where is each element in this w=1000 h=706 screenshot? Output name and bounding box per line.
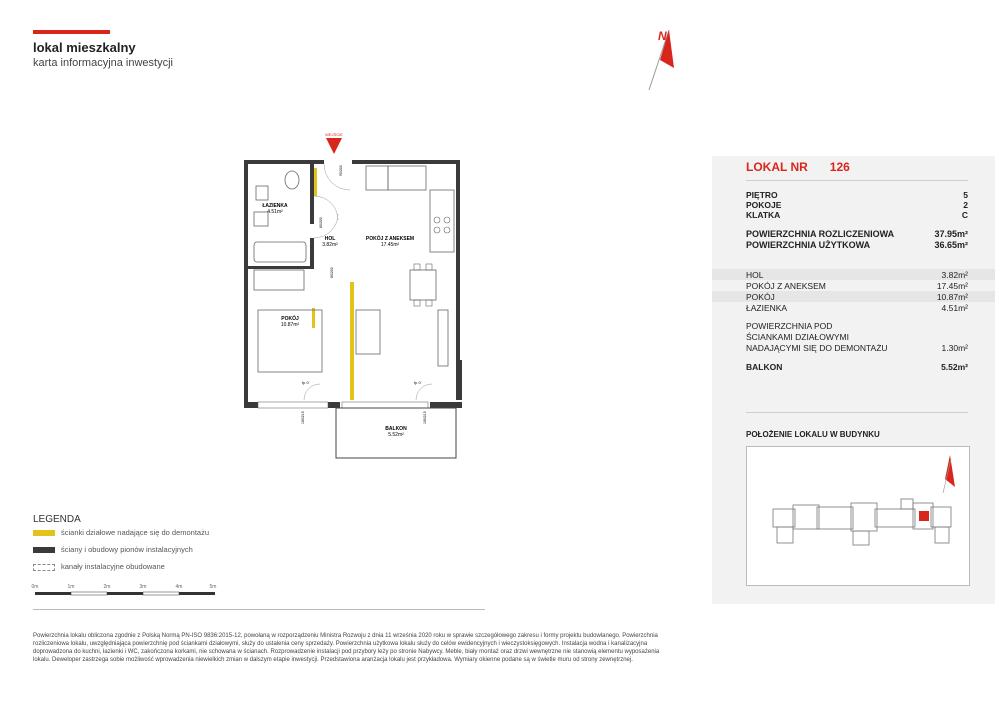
legend-swatch <box>33 530 55 536</box>
legend-swatch <box>33 564 55 571</box>
scale-label: 0m <box>31 584 39 590</box>
scale-label: 5m <box>209 584 217 590</box>
floor-label: PIĘTRO <box>746 190 778 200</box>
settlement-area-label: POWIERZCHNIA ROZLICZENIOWA <box>746 229 895 239</box>
footer-disclaimer: Powierzchnia lokalu obliczona zgodnie z Polską Normą PN-ISO 9836:2015-12, powołaną w rozporządzeniu Ministra Rozwoju z dnia 11 września 2020 roku w sprawie szczegółowego zakresu i formy projektu budowlanego. Powierzchnia rozliczeniowa lokalu, uwzględniająca powierzchnię pod ściankami działowymi, służy do ustalenia ceny sprzedaży. Powierzchnia użytkowa lokalu służy do celów ewidencyjnych i wieczystoksięgowych. Instalacja wodna i kanalizacyjna doprowadzona do kuchni, łazienki i WC, zakończona korkami, nie schowana w ścianach. Rozprowadzenie instalacji pod przybory leży po stronie Nabywcy. Meble, biały montaż oraz drzwi wewnętrzne nie stanowią elementu wyposażenia lokalu. Deweloper zastrzega sobie możliwość wprowadzenia niewielkich zmian w dalszym etapie inwestycji. Przedstawiona aranżacja lokalu jest przykładowa. Wymiary okienne podane są w świetle muru od strony zewnętrznej. <box>33 633 660 663</box>
north-label: N <box>658 29 667 43</box>
room-name-pokoj-z-aneksem: POKÓJ Z ANEKSEM <box>365 236 415 242</box>
legend-text: ściany i obudowy pionów instalacyjnych <box>61 545 193 554</box>
room-area-pokoj: 10.87m² <box>280 322 300 328</box>
entrance-label: WEJŚCIE <box>325 132 343 137</box>
entrance-marker-icon <box>326 138 342 154</box>
apartment-number-value: 126 <box>829 160 850 174</box>
staircase-row <box>746 210 968 220</box>
page-title: lokal mieszkalny <box>33 40 136 55</box>
room-area-balkon: 5.52m² <box>388 432 404 438</box>
door-label: fp 0 <box>302 380 309 385</box>
balcony-row <box>746 362 968 372</box>
demolition-line-1 <box>746 321 968 331</box>
rooms-count-value: 2 <box>963 200 968 210</box>
usable-area-value: 36.65m² <box>934 240 968 250</box>
floor-value: 5 <box>963 190 968 200</box>
apartment-number-row <box>746 160 850 174</box>
room-label: POKÓJ Z ANEKSEM <box>746 281 826 291</box>
apartment-location-marker <box>919 511 929 521</box>
rooms-count-label: POKOJE <box>746 200 782 210</box>
floor-row <box>746 190 968 200</box>
door-label: fp 0 <box>414 380 421 385</box>
room-area-pokoj-z-aneksem: 17.45m² <box>380 242 400 248</box>
staircase-value: C <box>961 210 968 220</box>
room-value: 3.82m² <box>941 270 968 280</box>
room-label: HOL <box>746 270 764 280</box>
usable-area-label: POWIERZCHNIA UŻYTKOWA <box>746 240 871 250</box>
page-subtitle: karta informacyjna inwestycji <box>33 57 173 69</box>
balcony-value: 5.52m² <box>941 362 968 372</box>
room-name-balkon: BALKON <box>385 426 407 432</box>
room-row-lazienka <box>746 303 968 313</box>
floor-plan <box>238 128 468 463</box>
legend-item-partition <box>33 528 209 537</box>
room-area-lazienka: 4.51m² <box>267 209 283 215</box>
demolition-text: ŚCIANKAMI DZIAŁOWYMI <box>746 332 849 342</box>
scale-label: 4m <box>175 584 183 590</box>
door-label: 90/200 <box>339 165 343 176</box>
room-value: 10.87m² <box>936 292 968 302</box>
usable-area-row <box>746 240 968 250</box>
room-label: ŁAZIENKA <box>746 303 788 313</box>
building-location-map <box>746 446 970 586</box>
room-row-hol <box>746 270 968 280</box>
legend-title: LEGENDA <box>33 514 81 525</box>
north-arrow-icon <box>645 22 677 94</box>
rooms-count-row <box>746 200 968 210</box>
apartment-info-panel <box>712 156 995 604</box>
divider <box>746 180 968 181</box>
location-heading: POŁOŻENIE LOKALU W BUDYNKU <box>746 430 880 439</box>
legend-item-ducts <box>33 562 165 571</box>
door-label: 80/200 <box>330 267 334 278</box>
room-row-pokoj <box>746 292 968 302</box>
room-value: 17.45m² <box>936 281 968 291</box>
demolition-row <box>746 343 968 353</box>
room-value: 4.51m² <box>941 303 968 313</box>
scale-bar <box>33 580 218 600</box>
legend-text: kanały instalacyjne obudowane <box>61 562 165 571</box>
settlement-area-row <box>746 229 968 239</box>
legend-item-walls <box>33 545 193 554</box>
scale-label: 3m <box>139 584 147 590</box>
staircase-label: KLATKA <box>746 210 781 220</box>
room-name-hol: HOL <box>324 236 336 242</box>
settlement-area-value: 37.95m² <box>934 229 968 239</box>
demolition-text: NADAJĄCYMI SIĘ DO DEMONTAŻU <box>746 343 888 353</box>
map-north-icon <box>945 455 955 487</box>
room-label: POKÓJ <box>746 292 775 302</box>
room-name-lazienka: ŁAZIENKA <box>262 203 288 209</box>
divider <box>746 412 968 413</box>
demolition-text: POWIERZCHNIA POD <box>746 321 833 331</box>
building-outline <box>747 447 969 585</box>
demolition-value: 1.30m² <box>941 343 968 353</box>
door-label: 180/215 <box>423 411 427 424</box>
balcony-label: BALKON <box>746 362 783 372</box>
legend <box>33 514 210 571</box>
legend-swatch <box>33 547 55 553</box>
apartment-number-label: LOKAL NR <box>746 160 808 174</box>
footer-divider <box>33 609 485 610</box>
room-name-pokoj: POKÓJ <box>281 316 299 322</box>
door-label: 180/215 <box>301 411 305 424</box>
brand-accent-bar <box>33 30 110 34</box>
scale-label: 2m <box>103 584 111 590</box>
room-area-hol: 3.82m² <box>322 242 338 248</box>
scale-label: 1m <box>67 584 75 590</box>
demolition-line-2 <box>746 332 968 342</box>
legend-text: ścianki działowe nadające się do demontażu <box>61 528 210 537</box>
door-label: 80/200 <box>319 217 323 228</box>
room-row-pokoj-z-aneksem <box>746 281 968 291</box>
